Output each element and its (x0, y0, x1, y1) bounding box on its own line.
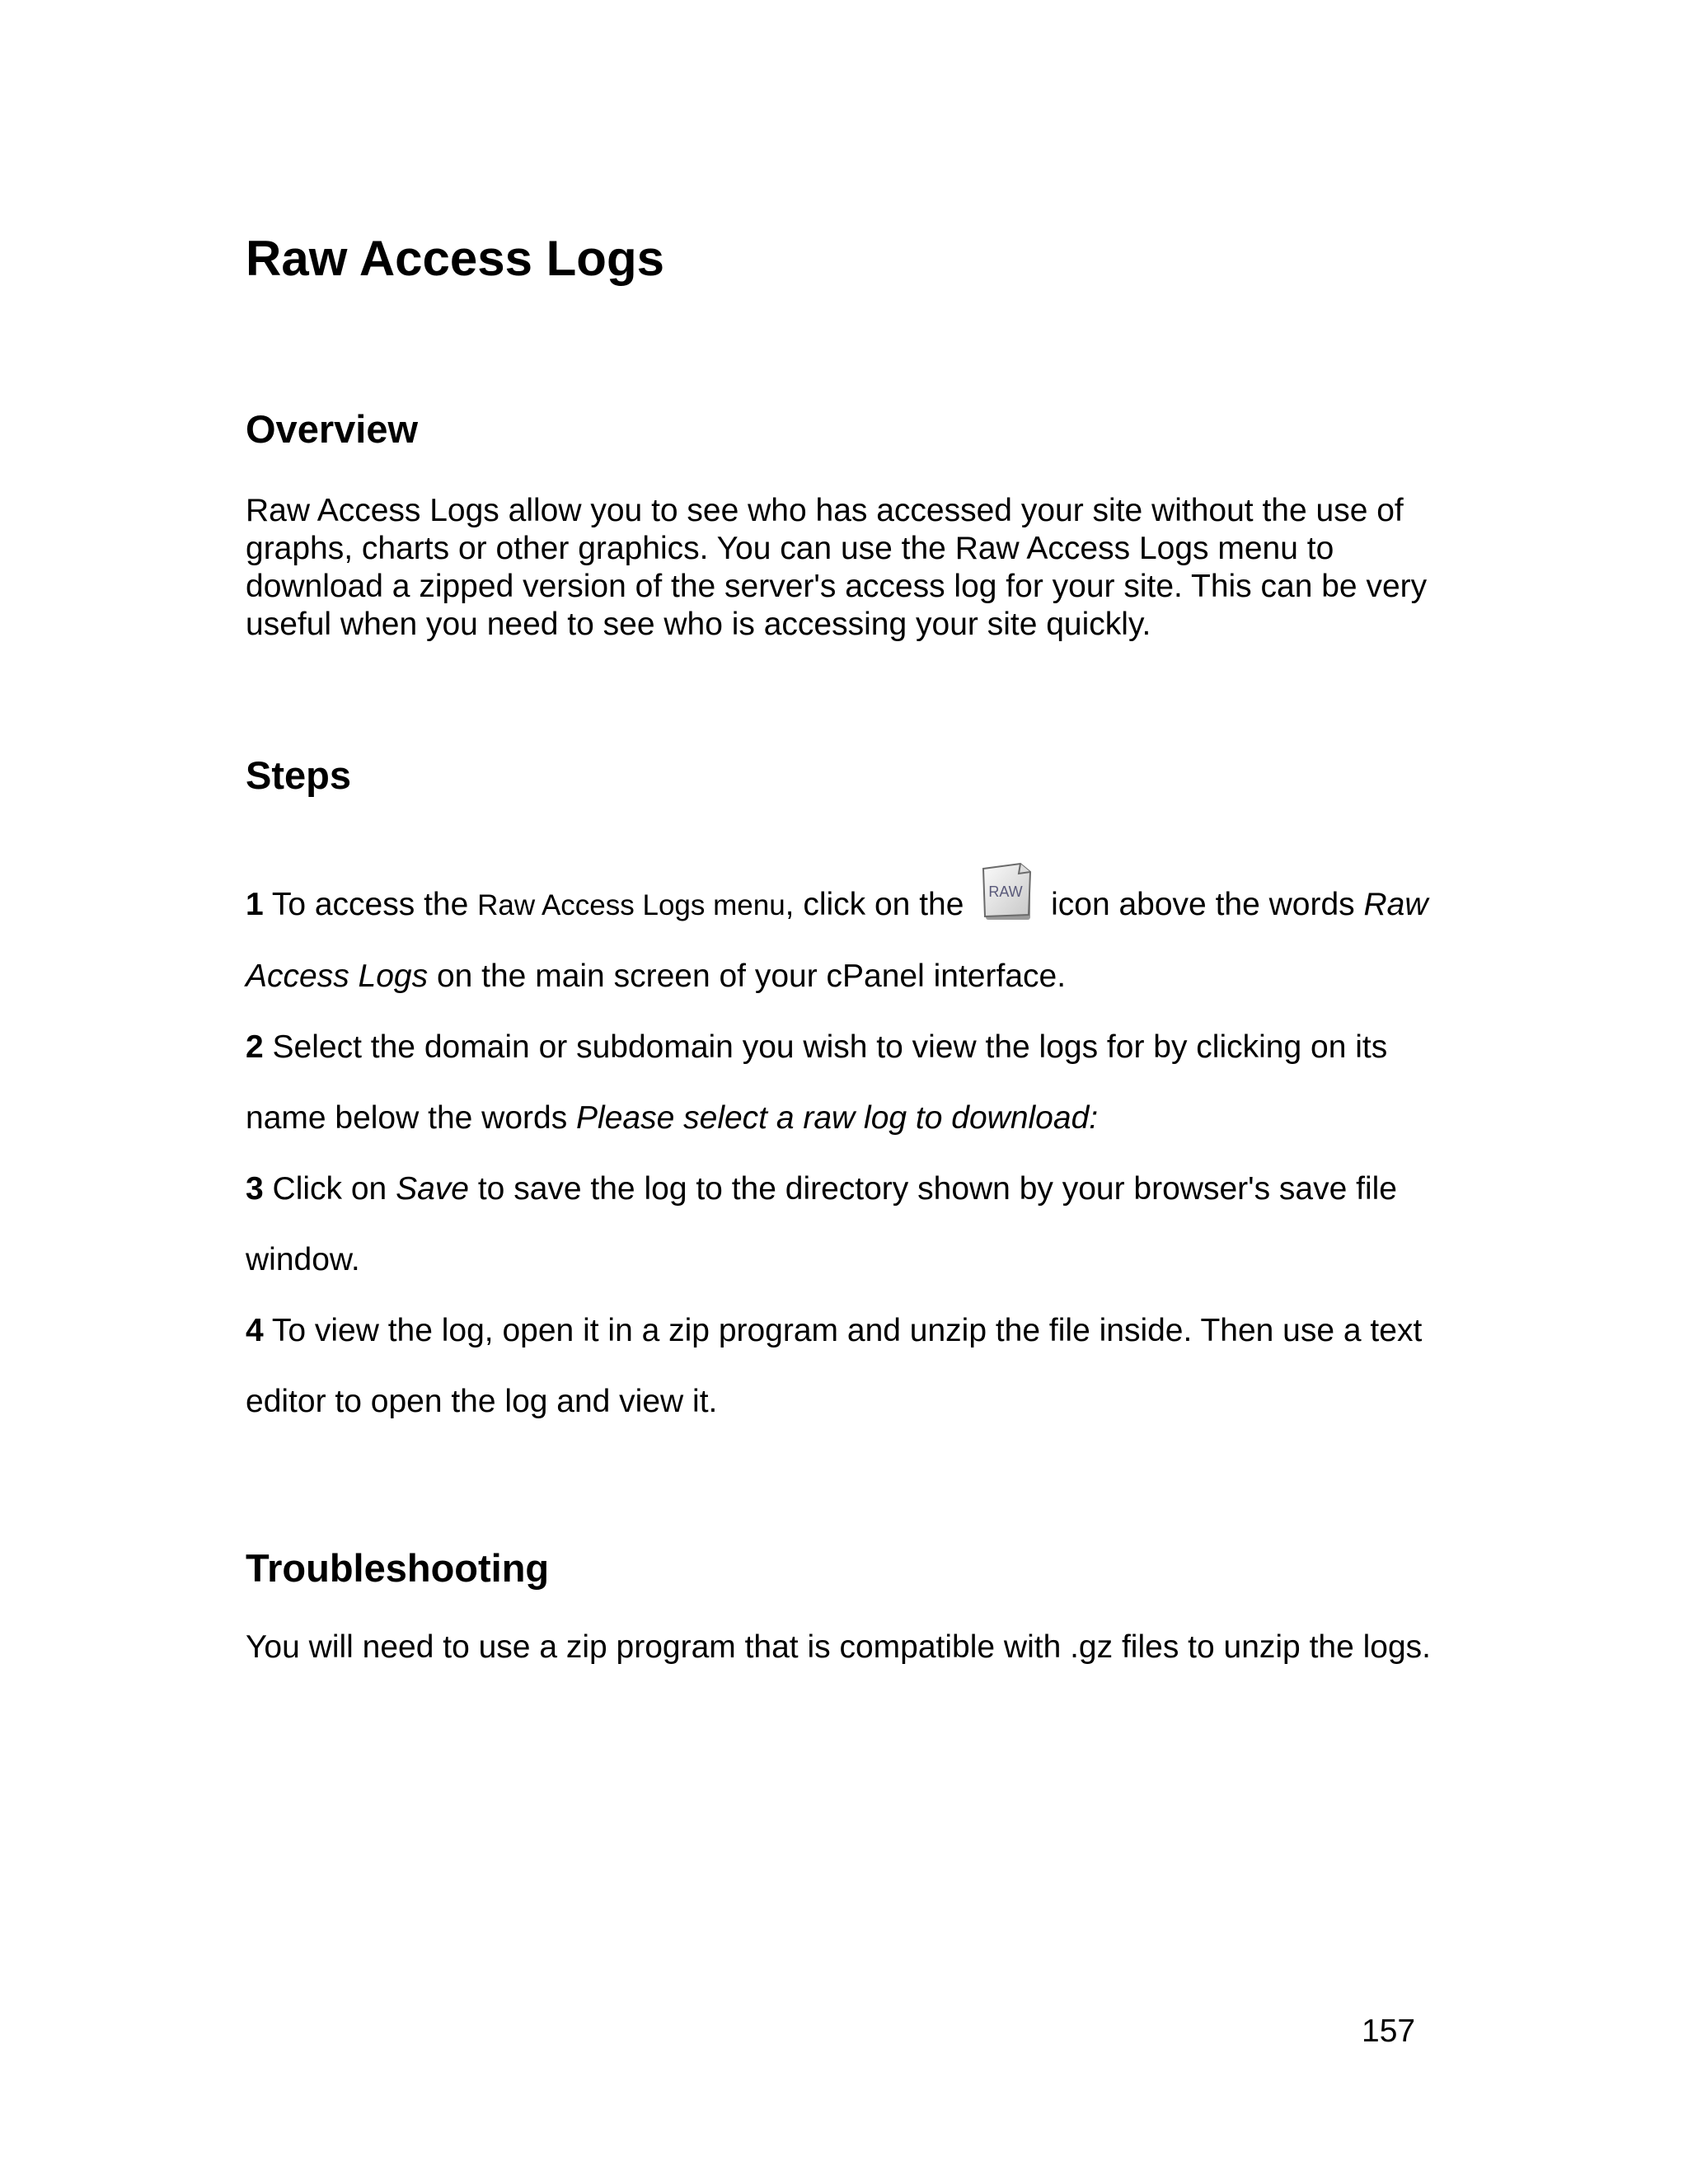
step-2 (246, 1012, 1465, 1154)
overview-text: Raw Access Logs allow you to see who has accessed your site without the use of graphs, charts or other graphics. You can use the Raw Access Logs menu to download a zipped version of the server's access log for your site. This can be very useful when you need to see who is accessing your site quickly. (246, 493, 1428, 642)
step-text: icon above the words (1042, 887, 1364, 922)
step-emphasis: Raw Access Logs (246, 887, 1428, 994)
step-text: To view the log, open it in a zip program and unzip the file inside. Then use a text editor to open the log and view it. (246, 1313, 1423, 1419)
step-3 (246, 1154, 1465, 1296)
steps-list (246, 862, 1465, 1437)
page-title: Raw Access Logs (246, 231, 664, 286)
troubleshooting-text: You will need to use a zip program that is compatible with .gz files to unzip the logs. (246, 1629, 1432, 1665)
step-number: 2 (246, 1029, 264, 1065)
step-text: To access the (263, 887, 478, 922)
step-text: to save the log to the directory shown by your browser's save file window. (246, 1171, 1397, 1277)
step-text: , click on the (785, 887, 973, 922)
step-number: 4 (246, 1313, 264, 1348)
raw-icon (981, 862, 1035, 923)
step-text: Click on (263, 1171, 396, 1207)
step-text: Select the domain or subdomain you wish to view the logs for by clicking on its name below the words (246, 1029, 1388, 1136)
step-1 (246, 862, 1465, 1012)
steps-heading: Steps (246, 753, 351, 797)
page-number: 157 (1362, 2013, 1416, 2049)
step-emphasis: Save (396, 1171, 469, 1207)
step-number: 1 (246, 887, 264, 922)
troubleshooting-heading: Troubleshooting (246, 1546, 550, 1590)
step-emphasis: Please select a raw log to download: (576, 1100, 1099, 1136)
overview-heading: Overview (246, 407, 419, 451)
step-4 (246, 1296, 1465, 1437)
step-text: on the main screen of your cPanel interface. (428, 958, 1067, 994)
svg-text:RAW: RAW (988, 883, 1023, 900)
step-number: 3 (246, 1171, 264, 1207)
menu-name: Raw Access Logs menu (477, 889, 785, 921)
